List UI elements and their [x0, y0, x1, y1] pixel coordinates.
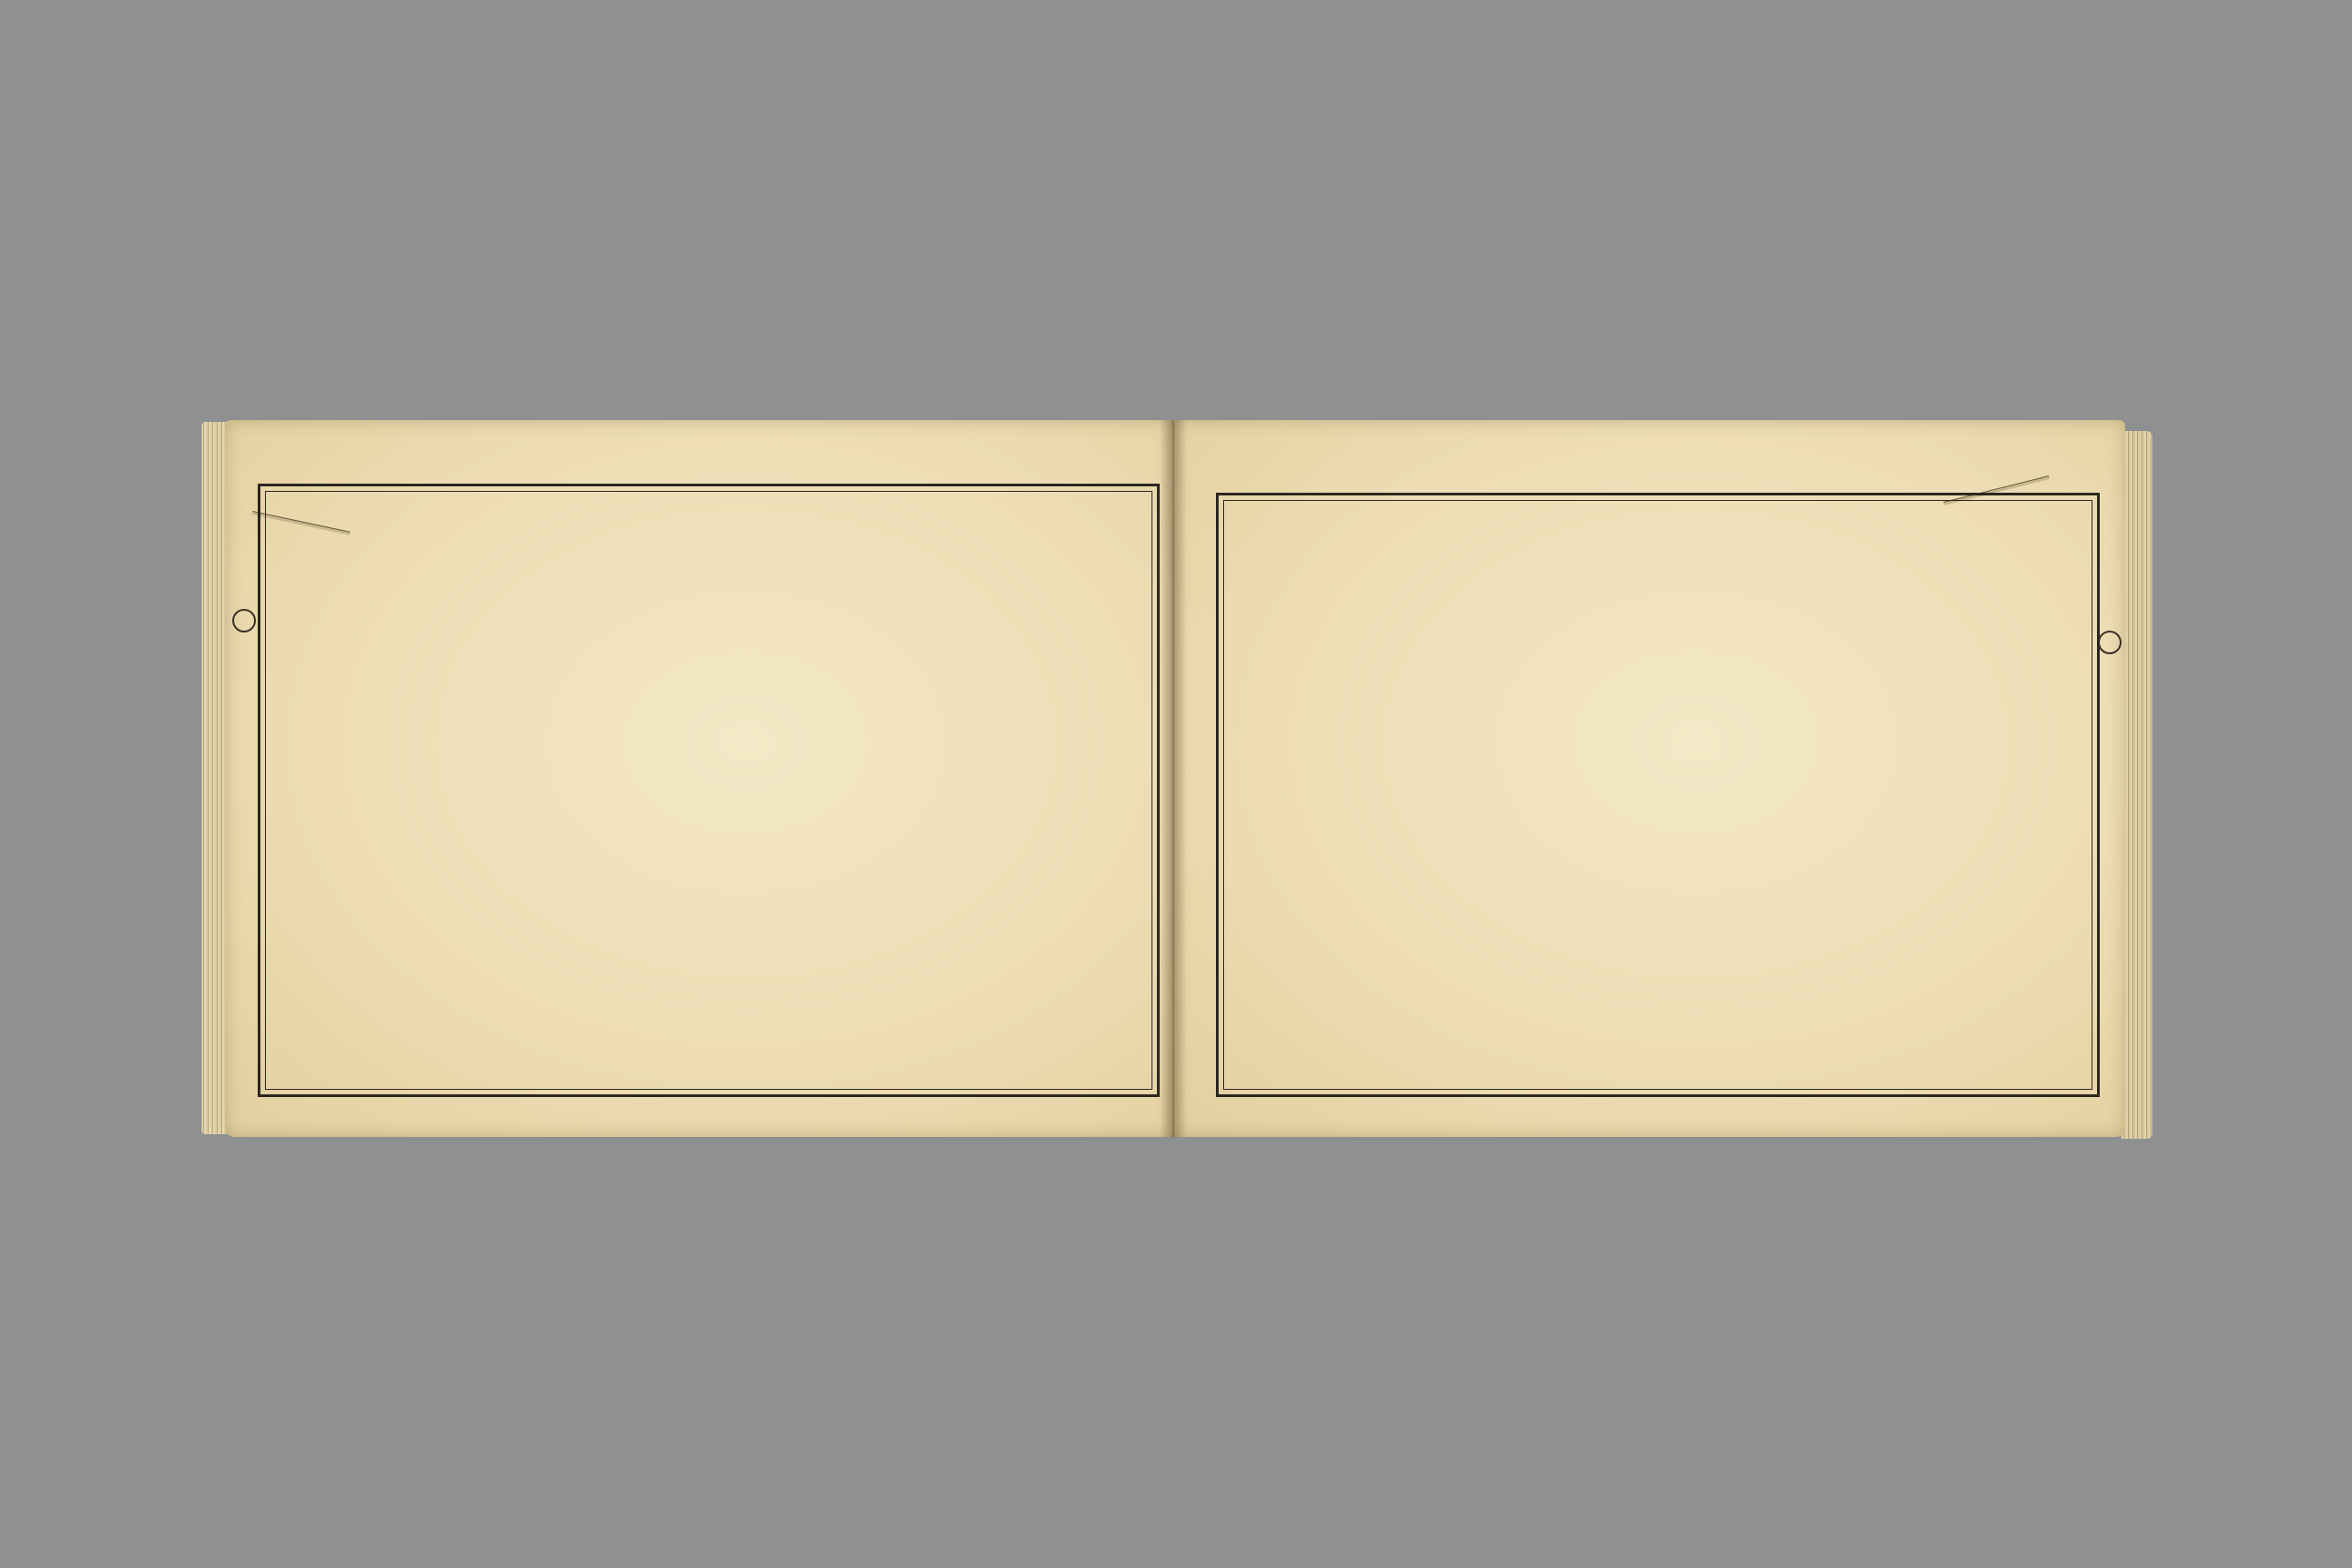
- open-book: [201, 413, 2152, 1148]
- left-text-frame: [258, 484, 1160, 1097]
- book-gutter: [1160, 420, 1187, 1137]
- left-page: [225, 420, 1172, 1137]
- right-page: [1172, 420, 2125, 1137]
- left-folio: [232, 609, 256, 632]
- right-folio: [2098, 631, 2122, 654]
- right-page-edges: [2122, 431, 2152, 1139]
- right-text-frame: [1216, 493, 2100, 1097]
- left-text-columns: [279, 499, 1139, 1082]
- right-text-columns: [1237, 508, 2079, 1082]
